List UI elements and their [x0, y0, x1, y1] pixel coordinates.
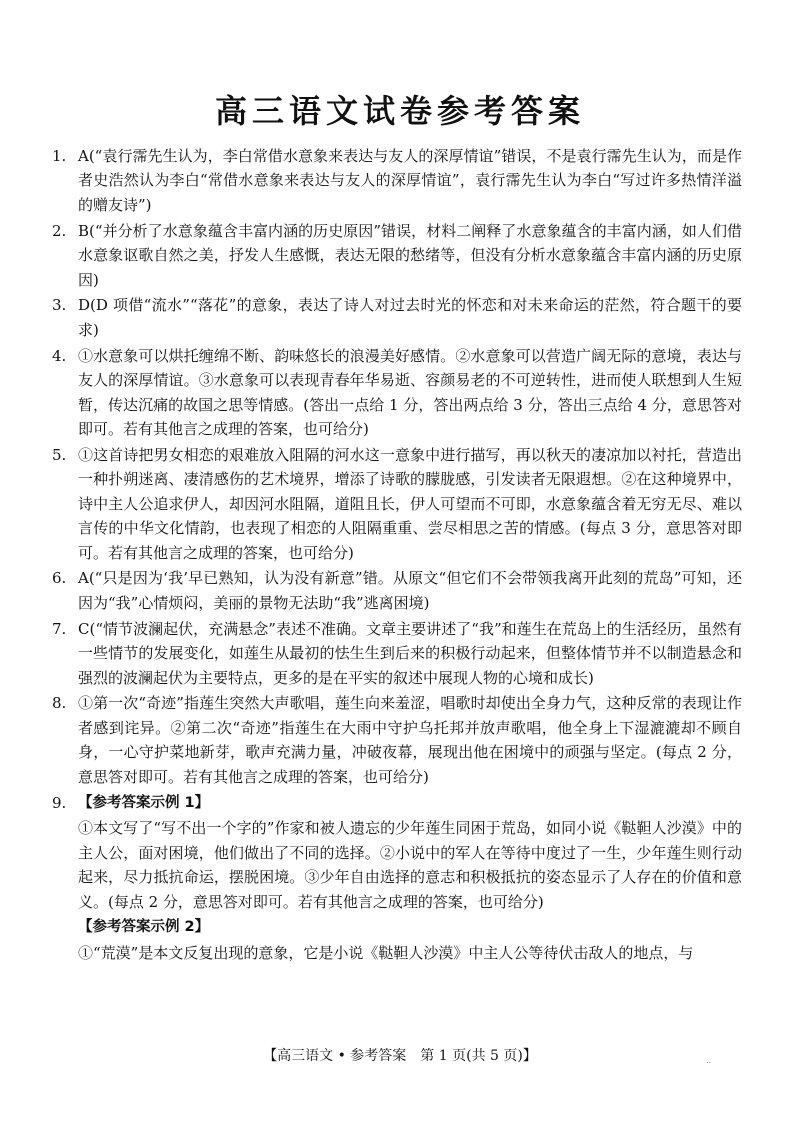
- answer-number: 4.: [52, 346, 67, 365]
- answer-text: A(“只是因为‘我’早已熟知，认为没有新意”错。从原文“但它们不会带领我离开此刻的荒岛”可知，还因为“我”心情烦闷，美丽的景物无法助“我”逃离困境): [78, 569, 742, 612]
- answer-text: A(“袁行霈先生认为，李白常借水意象来表达与友人的深厚情谊”错误，不是袁行霈先生认为，而是作者史浩然认为李白“常借水意象来表达与友人的深厚情谊”，袁行霈先生认为李白“写过许多热情洋溢的赠友诗”): [78, 147, 742, 214]
- answer-text: ①水意象可以烘托缠绵不断、韵味悠长的浪漫美好感情。②水意象可以营造广阔无际的意境，表达与友人的深厚情谊。③水意象可以表现青春年华易逝、容颜易老的不可逆转性，进而使人联想到人生短暂，传达沉痛的故国之思等情感。(答出一点给 1 分，答出两点给 3 分，答出三点给 4 分，意思答对即可。若有其他言之成理的答案，也可给分): [78, 346, 742, 438]
- example-heading-1: 【参考答案示例 1】: [78, 794, 210, 811]
- answer-number: 7.: [52, 619, 67, 638]
- answer-number: 8.: [52, 694, 67, 713]
- answer-item-5: [52, 443, 742, 565]
- answer-item-3: [52, 293, 742, 342]
- example-text-1: ①本文写了“写不出一个字的”作家和被人遗忘的少年莲生同困于荒岛，如同小说《鞑靼人沙漠》中的主人公，面对困境，他们做出了不同的选择。②小说中的军人在等待中度过了一生，少年莲生则行动起来，尽力抵抗命运，摆脱困境。③少年自由选择的意志和积极抵抗的姿态显示了人存在的价值和意义。(每点 2 分，意思答对即可。若有其他言之成理的答案，也可给分): [78, 819, 742, 911]
- answer-text: ①第一次“奇迹”指莲生突然大声歌唱，莲生向来羞涩，唱歌时却使出全身力气，这种反常的表现让作者感到诧异。②第二次“奇迹”指莲生在大雨中守护乌托邦并放声歌唱，他全身上下湿漉漉却不顾自身，一心守护菜地新芽，歌声充满力量，冲破夜幕，展现出他在困境中的顽强与坚定。(每点 2 分，意思答对即可。若有其他言之成理的答案，也可给分): [78, 694, 742, 786]
- answer-item-2: [52, 219, 742, 292]
- answer-item-8: [52, 691, 742, 789]
- answer-number: 3.: [52, 296, 67, 315]
- answer-item-7: [52, 617, 742, 690]
- example-heading-2: 【参考答案示例 2】: [78, 919, 210, 936]
- page-footer: 【高三语文 • 参考答案 第 1 页(共 5 页)】: [263, 1048, 537, 1064]
- answer-number: 6.: [52, 569, 67, 588]
- answer-list: [52, 144, 742, 965]
- answer-text: D(D 项借“流水”“落花”的意象，表达了诗人对过去时光的怀恋和对未来命运的茫然，符合题干的要求): [78, 296, 742, 339]
- corner-mark: ..: [706, 1056, 712, 1065]
- answer-number: 2.: [52, 221, 67, 240]
- answer-number: 9.: [52, 793, 67, 812]
- answer-number: 5.: [52, 445, 67, 464]
- page-title: 高三语文试卷参考答案: [214, 92, 585, 130]
- example-text-2: ①“荒漠”是本文反复出现的意象，它是小说《鞑靼人沙漠》中主人公等待伏击敌人的地点，与: [78, 943, 694, 962]
- answer-number: 1.: [52, 147, 67, 165]
- answer-item-1: [52, 144, 742, 217]
- answer-text: C(“情节波澜起伏，充满悬念”表述不准确。文章主要讲述了“我”和莲生在荒岛上的生活经历，虽然有一些情节的发展变化，如莲生从最初的怯生生到后来的积极行动起来，但整体情节并不以制造悬念和强烈的波澜起伏为主要特点，更多的是在平实的叙述中展现人物的心境和成长): [78, 619, 742, 687]
- answer-text: ①这首诗把男女相恋的艰难放入阻隔的河水这一意象中进行描写，再以秋天的凄凉加以衬托，营造出一种扑朔迷离、凄清感伤的艺术境界，增添了诗歌的朦胧感，引发读者无限遐想。②在这种境界中，诗中主人公追求伊人，却因河水阻隔，道阻且长，伊人可望而不可即，水意象蕴含着无穷无尽、难以言传的中华文化情韵，也表现了相恋的人阻隔重重、尝尽相思之苦的情感。(每点 3 分，意思答对即可。若有其他言之成理的答案，也可给分): [78, 445, 742, 562]
- answer-item-4: [52, 344, 742, 442]
- answer-item-6: [52, 566, 742, 615]
- answer-text: B(“并分析了水意象蕴含丰富内涵的历史原因”错误，材料二阐释了水意象蕴含的丰富内涵，如人们借水意象讴歌自然之美，抒发人生感慨，表达无限的愁绪等，但没有分析水意象蕴含丰富内涵的历史原因): [78, 221, 742, 289]
- answer-item-9: [52, 791, 742, 815]
